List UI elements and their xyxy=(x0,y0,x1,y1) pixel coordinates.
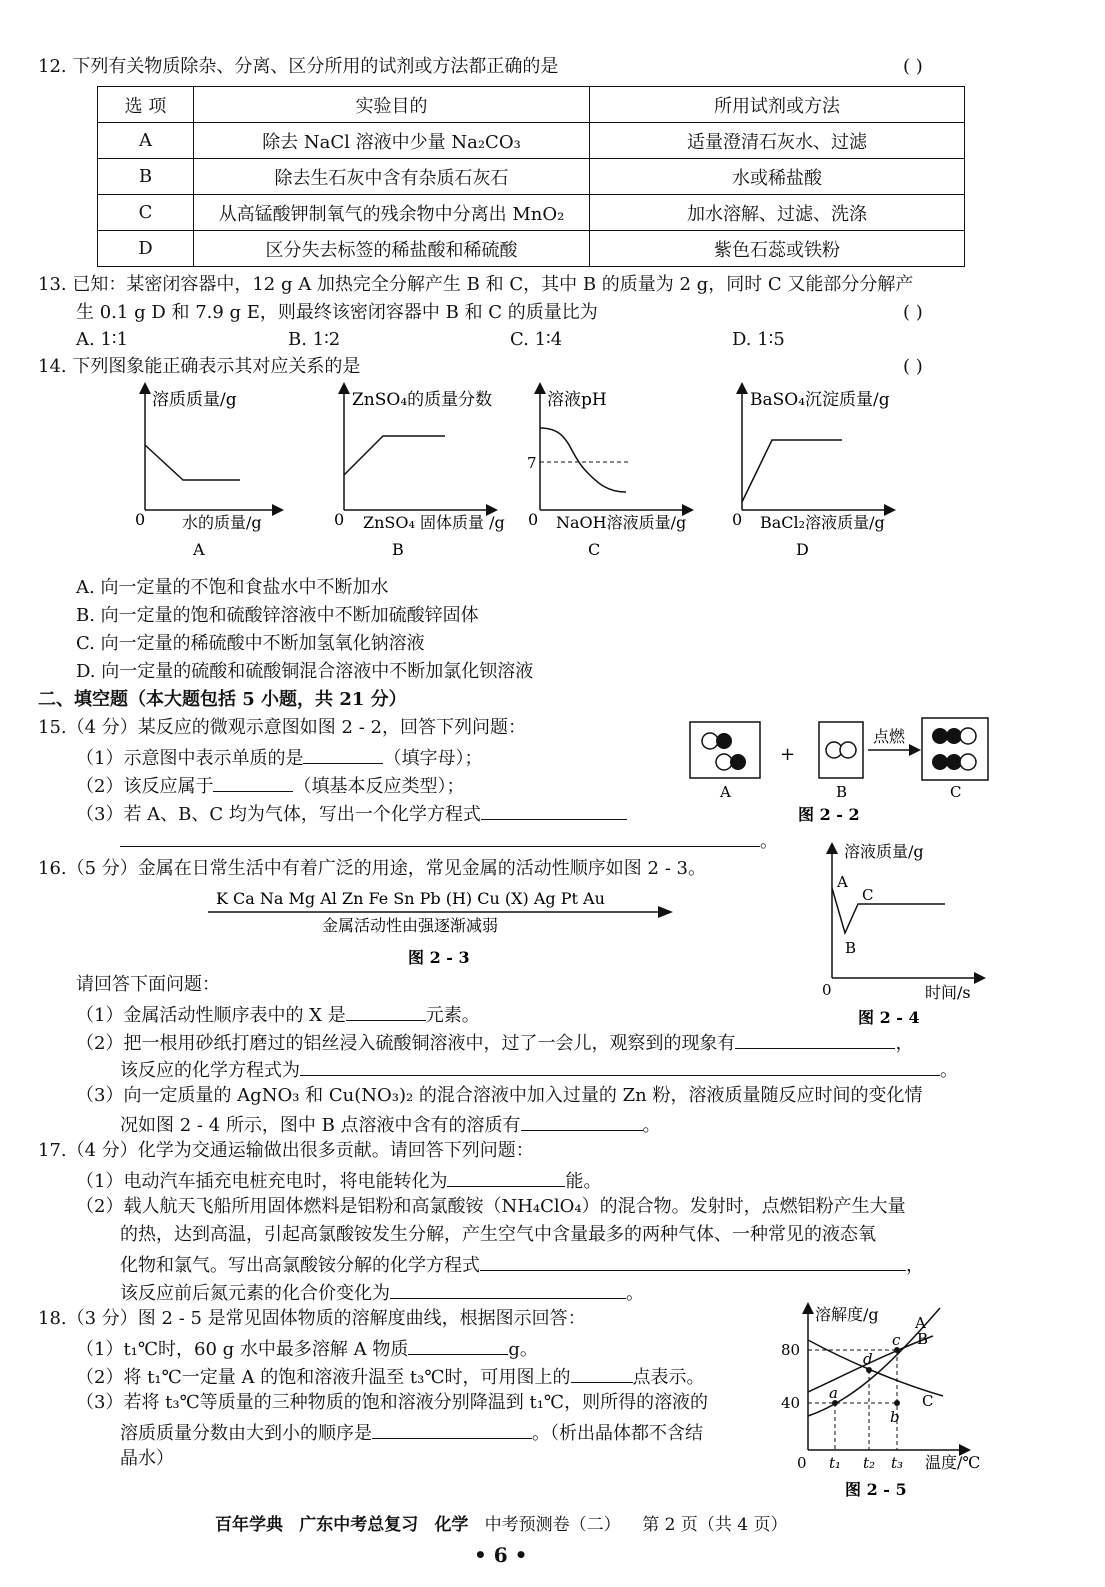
q14-stem: 14. 下列图象能正确表示其对应关系的是 xyxy=(38,356,361,377)
q18-part3-text: 溶质质量分数由大到小的顺序是 xyxy=(120,1423,372,1444)
graph-2-5-ylabel: 溶解度/g xyxy=(815,1305,879,1324)
q14-option-d: D. 向一定量的硫酸和硫酸铜混合溶液中不断加氯化钡溶液 xyxy=(76,661,534,682)
q14-answer-paren: ( ) xyxy=(903,356,923,377)
reaction-condition: 点燃 xyxy=(873,727,906,746)
figure-caption: 图 2 - 2 xyxy=(798,805,860,824)
label-a: A xyxy=(720,783,731,801)
q12-answer-paren: ( ) xyxy=(903,56,923,77)
answer-blank[interactable] xyxy=(303,747,383,764)
q15-part3-line2 xyxy=(120,830,778,851)
table-cell: A xyxy=(98,123,194,159)
table-cell: D xyxy=(98,231,194,267)
q13-answer-paren: ( ) xyxy=(903,302,923,323)
table-header-cell: 实验目的 xyxy=(194,87,590,123)
graph-a-origin: 0 xyxy=(135,510,146,529)
q15-part3-text: （3）若 A、B、C 均为气体，写出一个化学方程式 xyxy=(76,804,481,825)
graph-2-5-xlabel: 温度/℃ xyxy=(925,1453,981,1472)
table-header-row xyxy=(98,87,965,123)
graph-2-4-ylabel: 溶液质量/g xyxy=(844,842,924,861)
graph-a-xlabel: 水的质量/g xyxy=(182,513,262,532)
graph-d-letter: D xyxy=(796,540,809,559)
q16-part1 xyxy=(76,1004,480,1025)
table-cell: 除去 NaCl 溶液中少量 Na₂CO₃ xyxy=(194,123,590,159)
table-header-cell: 所用试剂或方法 xyxy=(590,87,965,123)
curve-label-b: B xyxy=(917,1330,929,1348)
q13-option-a: A. 1∶1 xyxy=(76,329,129,350)
section-title: 二、填空题（本大题包括 5 小题，共 21 分） xyxy=(38,689,407,710)
table-cell: 紫色石蕊或铁粉 xyxy=(590,231,965,267)
graph-2-4-origin: 0 xyxy=(822,981,832,999)
xtick-t2: t₂ xyxy=(863,1454,876,1472)
answer-blank[interactable] xyxy=(480,1254,906,1271)
footer-brand: 百年学典 xyxy=(215,1515,283,1535)
q17-part2-comma: ， xyxy=(906,1255,924,1276)
q15-part2 xyxy=(76,775,464,796)
q18-part2-tail: 点表示。 xyxy=(632,1367,705,1388)
q16-part1-text: （1）金属活动性顺序表中的 X 是 xyxy=(76,1005,346,1026)
ytick-80: 80 xyxy=(781,1341,801,1359)
answer-blank[interactable] xyxy=(120,830,760,847)
point-label-b: b xyxy=(890,1408,900,1426)
q18-part3-line2 xyxy=(120,1422,703,1443)
q16-stem: 16.（5 分）金属在日常生活中有着广泛的用途，常见金属的活动性顺序如图 2 - 3。 xyxy=(38,858,706,879)
graph-2-4-xlabel: 时间/s xyxy=(925,983,971,1002)
curve-label-c: C xyxy=(922,1392,934,1410)
table-header-cell: 选 项 xyxy=(98,87,194,123)
footer-series: 广东中考总复习 xyxy=(299,1515,419,1535)
q16-part2-comma: ， xyxy=(895,1033,914,1054)
plus-sign: + xyxy=(780,744,796,765)
footer-subject: 化学 xyxy=(434,1515,469,1535)
activity-series: K Ca Na Mg Al Zn Fe Sn Pb (H) Cu (X) Ag Pt Au xyxy=(216,889,605,908)
graph-b-curve xyxy=(344,436,445,475)
q15-end: 。 xyxy=(760,831,778,852)
table-cell: 除去生石灰中含有杂质石灰石 xyxy=(194,159,590,195)
graph-b xyxy=(334,388,505,559)
figure-caption: 图 2 - 5 xyxy=(845,1480,907,1499)
q16-part2-eq-text: 该反应的化学方程式为 xyxy=(120,1060,300,1081)
answer-blank[interactable] xyxy=(300,1059,940,1076)
curve-label-a: A xyxy=(915,1314,926,1332)
q17-stem: 17.（4 分）化学为交通运输做出很多贡献。请回答下列问题： xyxy=(38,1140,534,1161)
q16-ask: 请回答下面问题： xyxy=(76,974,220,995)
answer-blank[interactable] xyxy=(481,803,627,820)
q15-stem: 15.（4 分）某反应的微观示意图如图 2 - 2，回答下列问题： xyxy=(38,717,526,738)
q16-part3-period: 。 xyxy=(642,1115,661,1136)
q16-part3-text: 况如图 2 - 4 所示，图中 B 点溶液中含有的溶质有 xyxy=(120,1115,521,1136)
xtick-t1: t₁ xyxy=(829,1454,842,1472)
graph-c xyxy=(527,388,688,559)
graph-b-origin: 0 xyxy=(334,510,345,529)
table-row xyxy=(98,123,965,159)
q13-option-c: C. 1∶4 xyxy=(510,329,563,350)
q15-part1-text: （1）示意图中表示单质的是 xyxy=(76,748,304,769)
footer-page: 第 2 页（共 4 页） xyxy=(642,1515,788,1535)
q17-part2-period: 。 xyxy=(626,1283,644,1304)
q13-line1: 13. 已知：某密闭容器中，12 g A 加热完全分解产生 B 和 C，其中 B 的质量为 2 g，同时 C 又能部分分解产 xyxy=(38,274,914,295)
q16-part2-text: （2）把一根用砂纸打磨过的铝丝浸入硫酸铜溶液中，过了一会儿，观察到的现象有 xyxy=(76,1033,736,1054)
q18-stem: 18.（3 分）图 2 - 5 是常见固体物质的溶解度曲线，根据图示回答： xyxy=(38,1308,586,1329)
q17-part1-text: （1）电动汽车插充电桩充电时，将电能转化为 xyxy=(76,1171,448,1192)
q16-part2-period: 。 xyxy=(940,1060,958,1081)
q13-option-b: B. 1∶2 xyxy=(288,329,341,350)
table-row xyxy=(98,195,965,231)
q15-part1-hint: （填字母）； xyxy=(383,748,483,769)
q13-line2: 生 0.1 g D 和 7.9 g E，则最终该密闭容器中 B 和 C 的质量比为 xyxy=(76,302,598,323)
graph-a-ylabel: 溶质质量/g xyxy=(152,390,237,410)
figure-2-4 xyxy=(810,840,990,1035)
q18-part1-unit: g。 xyxy=(508,1339,538,1360)
figure-caption: 图 2 - 4 xyxy=(858,1008,920,1027)
q15-part2-text: （2）该反应属于 xyxy=(76,776,214,797)
q18-part3-tail: 。（析出晶体都不含结 xyxy=(532,1423,703,1444)
figure-caption: 图 2 - 3 xyxy=(408,948,470,967)
q17-part2-eq-text: 化物和氯气。写出高氯酸铵分解的化学方程式 xyxy=(120,1255,480,1276)
q15-part2-hint: （填基本反应类型）； xyxy=(293,776,465,797)
graph-c-ylabel: 溶液pH xyxy=(547,390,607,410)
answer-blank[interactable] xyxy=(521,1114,643,1131)
graph-a-letter: A xyxy=(193,540,205,559)
graph-c-mark-7: 7 xyxy=(527,454,537,472)
table-cell: 水或稀盐酸 xyxy=(590,159,965,195)
q18-part3-line3: 晶水） xyxy=(120,1448,174,1469)
q13-option-d: D. 1∶5 xyxy=(732,329,785,350)
table-cell: 从高锰酸钾制氧气的残余物中分离出 MnO₂ xyxy=(194,195,590,231)
figure-2-3 xyxy=(200,888,680,978)
q17-part2-valence-text: 该反应前后氮元素的化合价变化为 xyxy=(120,1283,390,1304)
point-b-marker xyxy=(894,1400,900,1406)
q15-part3 xyxy=(76,803,627,824)
ytick-40: 40 xyxy=(781,1394,801,1412)
answer-blank[interactable] xyxy=(571,1366,633,1383)
point-a: A xyxy=(837,873,848,891)
graph-d-xlabel: BaCl₂溶液质量/g xyxy=(760,513,885,532)
q18-part3-line1: （3）若将 t₃℃等质量的三种物质的饱和溶液分别降温到 t₁℃，则所得的溶液的 xyxy=(76,1392,709,1413)
point-label-a: a xyxy=(829,1384,838,1402)
answer-blank[interactable] xyxy=(447,1170,565,1187)
activity-arrow-label: 金属活动性由强逐渐减弱 xyxy=(322,916,499,935)
page-number: • 6 • xyxy=(474,1543,528,1567)
table-cell: 区分失去标签的稀盐酸和稀硫酸 xyxy=(194,231,590,267)
q18-part2-text: （2）将 t₁℃一定量 A 的饱和溶液升温至 t₃℃时，可用图上的 xyxy=(76,1367,571,1388)
answer-blank[interactable] xyxy=(408,1338,508,1355)
graph-c-curve xyxy=(540,428,626,492)
point-c: C xyxy=(862,886,874,904)
answer-blank[interactable] xyxy=(346,1004,426,1021)
table-cell: 适量澄清石灰水、过滤 xyxy=(590,123,965,159)
table-cell: 加水溶解、过滤、洗涤 xyxy=(590,195,965,231)
q15-part1 xyxy=(76,747,482,768)
molecule-box-c xyxy=(922,718,988,780)
table-row xyxy=(98,231,965,267)
graph-a-curve xyxy=(145,445,240,480)
figure-2-2 xyxy=(680,710,1000,828)
graph-d xyxy=(732,388,890,559)
graph-c-letter: C xyxy=(588,540,601,559)
q17-part2-line4 xyxy=(120,1282,644,1303)
graph-d-curve xyxy=(742,440,842,502)
q17-part2-line2: 的热，达到高温，引起高氯酸铵发生分解，产生空气中含量最多的两种气体、一种常见的液态氧 xyxy=(120,1224,876,1245)
label-b: B xyxy=(836,783,848,801)
graph-2-5-origin: 0 xyxy=(797,1454,807,1472)
q12-stem: 12. 下列有关物质除杂、分离、区分所用的试剂或方法都正确的是 xyxy=(38,56,559,77)
table-cell: C xyxy=(98,195,194,231)
q16-part3-line2 xyxy=(120,1114,661,1135)
graph-c-xlabel: NaOH溶液质量/g xyxy=(556,513,687,532)
point-b: B xyxy=(845,939,857,957)
q17-part1-tail: 能。 xyxy=(565,1171,602,1192)
label-c: C xyxy=(950,783,962,801)
footer xyxy=(215,1517,788,1534)
graph-d-ylabel: BaSO₄沉淀质量/g xyxy=(750,390,890,410)
q14-option-c: C. 向一定量的稀硫酸中不断加氢氧化钠溶液 xyxy=(76,633,425,654)
q14-option-a: A. 向一定量的不饱和食盐水中不断加水 xyxy=(76,577,389,598)
answer-blank[interactable] xyxy=(213,775,293,792)
graph-2-4-curve xyxy=(832,888,945,933)
point-label-d: d xyxy=(863,1350,873,1368)
table-row xyxy=(98,159,965,195)
q16-part1-tail: 元素。 xyxy=(425,1005,480,1026)
answer-blank[interactable] xyxy=(372,1422,532,1439)
q16-part2-line2 xyxy=(120,1059,958,1080)
point-label-c: c xyxy=(892,1331,901,1349)
table-cell: B xyxy=(98,159,194,195)
graph-c-origin: 0 xyxy=(528,510,539,529)
q14-graphs xyxy=(0,380,1105,570)
footer-paper: 中考预测卷（二） xyxy=(484,1515,621,1535)
q18-part1-text: （1）t₁℃时，60 g 水中最多溶解 A 物质 xyxy=(76,1339,409,1360)
graph-b-ylabel: ZnSO₄的质量分数 xyxy=(352,390,493,410)
graph-a xyxy=(135,388,278,559)
q18-part2 xyxy=(76,1366,705,1387)
answer-blank[interactable] xyxy=(390,1282,626,1299)
figure-2-5 xyxy=(775,1300,990,1500)
q18-part1 xyxy=(76,1338,538,1359)
q16-part3: （3）向一定质量的 AgNO₃ 和 Cu(NO₃)₂ 的混合溶液中加入过量的 Zn 粉，溶液质量随反应时间的变化情 xyxy=(76,1085,923,1106)
xtick-t3: t₃ xyxy=(891,1454,904,1472)
q17-part2-line3 xyxy=(120,1254,924,1275)
q17-part1 xyxy=(76,1170,601,1191)
q14-option-b: B. 向一定量的饱和硫酸锌溶液中不断加硫酸锌固体 xyxy=(76,605,479,626)
graph-b-xlabel: ZnSO₄ 固体质量 /g xyxy=(363,513,505,532)
graph-d-origin: 0 xyxy=(732,510,743,529)
q16-part2 xyxy=(76,1032,913,1053)
graph-b-letter: B xyxy=(392,540,404,559)
q17-part2-line1: （2）载人航天飞船所用固体燃料是铝粉和高氯酸铵（NH₄ClO₄）的混合物。发射时，点燃铝粉产生大量 xyxy=(76,1196,906,1217)
q12-table xyxy=(97,86,965,267)
